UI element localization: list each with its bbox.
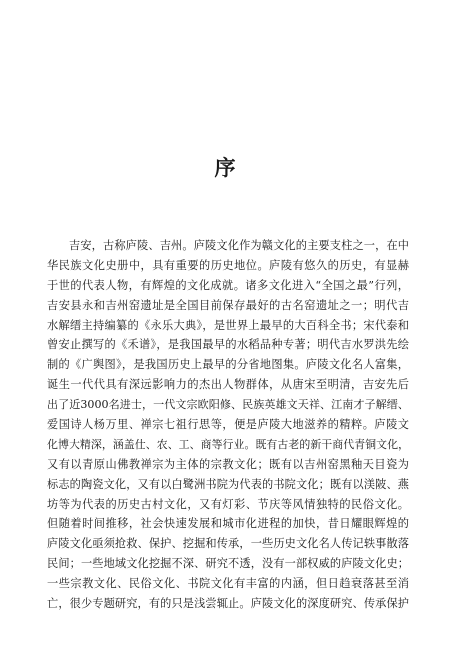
text-line: 出了近3000名进士，一代文宗欧阳修、民族英雄文天祥、江南才子解缙、 [47,398,409,412]
text-line: 化博大精深，涵盖仕、农、工、商等行业。既有古老的新干商代青铜文化， [47,437,409,451]
text-line: 标志的陶瓷文化，又有以白鹭洲书院为代表的书院文化；既有以渼陂、燕 [47,477,410,491]
text-line: 民间；一些地域文化挖掘不深、研究不透，没有一部权威的庐陵文化史； [47,557,410,571]
page-title: 序 [214,155,236,180]
text-line: 制的《广舆图》，是我国历史上最早的分省地图集。庐陵文化名人富集， [47,358,410,372]
text-line: 于世的代表人物，有辉煌的文化成就。诸多文化进入“全国之最”行列， [47,278,410,292]
text-line: 亡，很少专题研究，有的只是浅尝辄止。庐陵文化的深度研究、传承保护 [47,597,410,611]
text-line: 曾安止撰写的《禾谱》，是我国最早的水稻品种专著；明代吉水罗洪先绘 [47,338,410,352]
text-line: 吉安，古称庐陵、吉州。庐陵文化作为赣文化的主要支柱之一，在中 [69,239,410,252]
text-line: 吉安县永和吉州窑遗址是全国目前保存最好的古名窑遗址之一；明代吉 [47,298,410,312]
text-line: 坊等为代表的历史古村文化，又有灯彩、节庆等风情独特的民俗文化。 [47,497,410,511]
text-line: 爱国诗人杨万里、禅宗七祖行思等，便是庐陵大地滋养的精粹。庐陵文 [47,418,410,432]
text-line: 一些宗教文化、民俗文化、书院文化有丰富的内涵，但日趋衰落甚至消 [47,577,410,591]
text-line: 又有以青原山佛教禅宗为主体的宗教文化；既有以吉州窑黑釉天目瓷为 [47,457,410,471]
preface-body [47,236,409,614]
text-line: 华民族文化史册中，具有重要的历史地位。庐陵有悠久的历史，有显赫 [47,258,410,272]
text-line: 但随着时间推移，社会快速发展和城市化进程的加快，昔日耀眼辉煌的 [47,517,410,531]
text-line: 庐陵文化亟须抢救、保护、挖掘和传承，一些历史文化名人传记轶事散落 [47,537,410,551]
text-line: 诞生一代代具有深远影响力的杰出人物群体，从唐宋至明清，吉安先后 [47,378,410,392]
text-line: 水解缙主持编纂的《永乐大典》，是世界上最早的大百科全书；宋代泰和 [47,318,410,332]
